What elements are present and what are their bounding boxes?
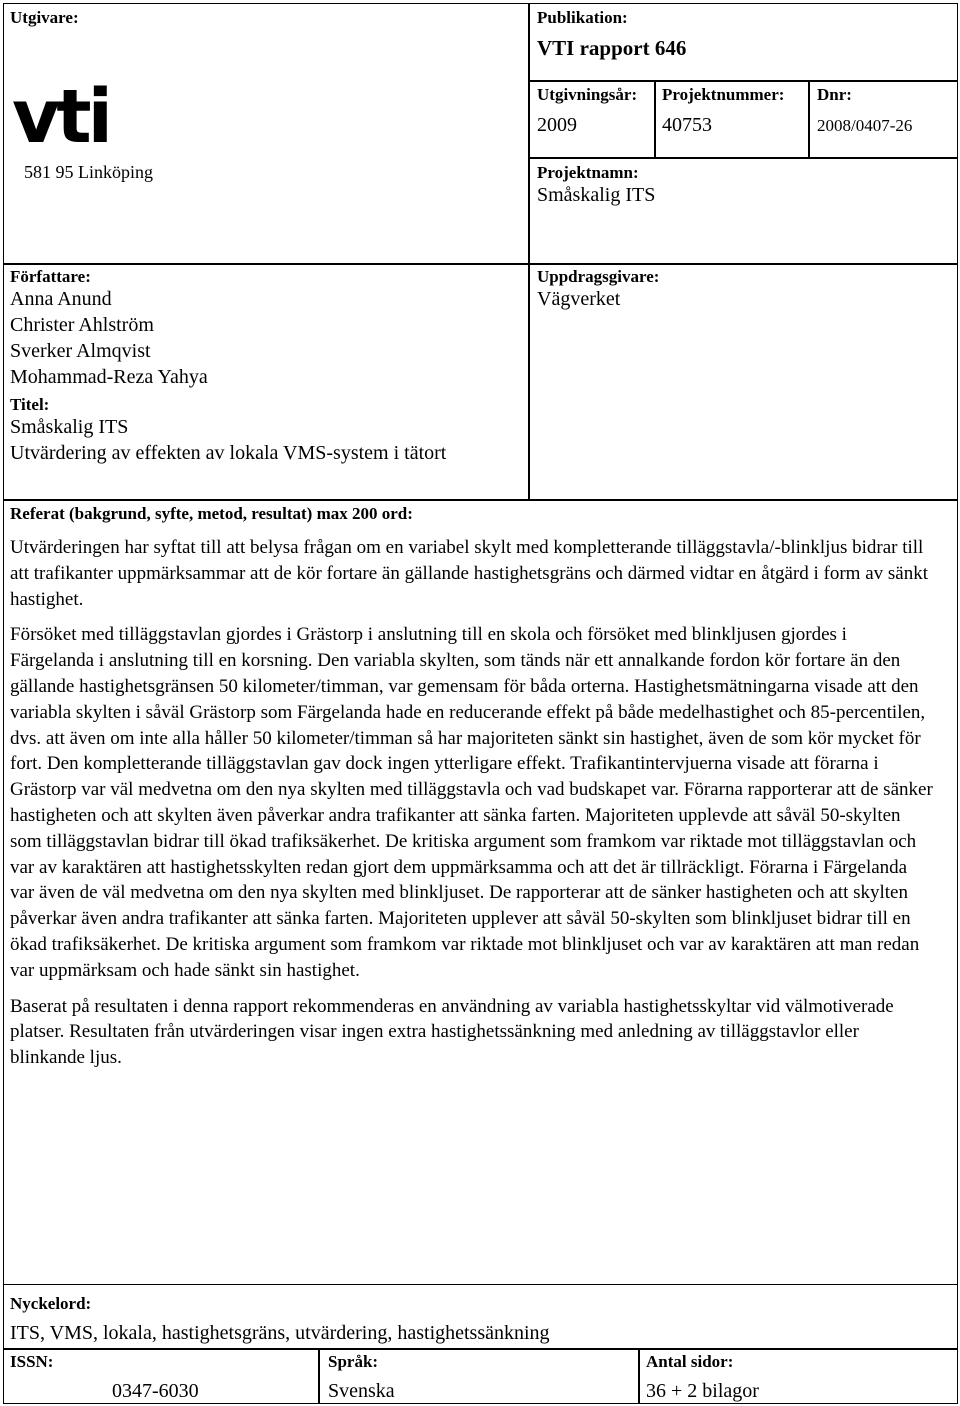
title-label: Titel: bbox=[10, 395, 50, 414]
issn-label: ISSN: bbox=[10, 1352, 54, 1371]
author-name: Sverker Almqvist bbox=[10, 340, 151, 362]
dnr-value: 2008/0407-26 bbox=[817, 116, 913, 135]
issn-divider bbox=[318, 1348, 320, 1404]
publication-value: VTI rapport 646 bbox=[537, 36, 687, 60]
abstract-paragraph: Baserat på resultaten i denna rapport rekommenderas en användning av variabla hastighetsskyltar vid välmotiverade platser. Resultaten från utvärderingen visar ingen extra hastighetssänkning med anledning av tilläggstavlor eller blinkande ljus. bbox=[10, 995, 894, 1069]
project-name-label: Projektnamn: bbox=[537, 163, 639, 182]
title-line: Utvärdering av effekten av lokala VMS-system i tätort bbox=[10, 442, 447, 464]
abstract-paragraph: Utvärderingen har syftat till att belysa frågan om en variabel skylt med kompletterande tilläggstavla/-blinkljus bidrar till att trafikanter uppmärksammar att de kör fortare än gällande hastighetsgräns och därmed vidtar en åtgärd i form av sänkt hastighet. bbox=[10, 537, 928, 610]
keywords-divider bbox=[3, 1348, 958, 1350]
authors-label: Författare: bbox=[10, 267, 91, 286]
year-label: Utgivningsår: bbox=[537, 85, 638, 104]
language-divider bbox=[638, 1348, 640, 1404]
keywords-value: ITS, VMS, lokala, hastighetsgräns, utvärdering, hastighetssänkning bbox=[10, 1322, 550, 1344]
pages-label: Antal sidor: bbox=[646, 1352, 734, 1371]
pages-value: 36 + 2 bilagor bbox=[646, 1380, 759, 1402]
client-label: Uppdragsgivare: bbox=[537, 267, 660, 286]
keywords-label: Nyckelord: bbox=[10, 1294, 92, 1313]
vti-logo: vti bbox=[12, 74, 109, 160]
header-divider bbox=[528, 3, 530, 265]
project-number-label: Projektnummer: bbox=[662, 85, 785, 104]
abstract-paragraph: Försöket med tilläggstavlan gjordes i Grästorp i anslutning till en skola och försöket med blinkljusen gjordes i Färgelanda i anslutning till en korsning. Den variabla skylten, som tänds när ett annalkande fordon kör fortare än den gällande hastighetsgränsen 50 kilometer/timman, var gemensam för båda orterna. Hastighetsmätningarna visade att den variabla skylten i såväl Grästorp som Färgelanda hade en reducerande effekt på både medelhastighet och 85-percentilen, dvs. att även om inte alla håller 50 kilometer/timman så har majoriteten sänkt sin hastighet, även de som kör mycket för fort. Den kompletterande tilläggstavlan gav dock ingen ytterligare effekt. Trafikantintervjuerna visade att förarna i Grästorp var väl medvetna om den nya skylten med tilläggstavla och vad budskapet var. Förarna rapporterar att de sänker hastigheten och att skylten även påverkar andra trafikanter att sänka farten. Majoriteten upplevde att såväl 50-skylten som tilläggstavlan bidrar till ökad trafiksäkerhet. De kritiska argument som framkom var riktade mot tilläggstavlan och var av karaktären att hastighetsskylten redan gjort dem uppmärksamma och att det är tillräckligt. Förarna i Färgelanda var även de väl medvetna om den nya skylten med blinkljuset. De rapporterar att de sänker hastigheten och att skylten påverkar även andra trafikanter att sänka farten. Majoriteten upplever att såväl 50-skylten som blinkljuset bidrar till en ökad trafiksäkerhet. De kritiska argument som framkom var riktade mot blinkljuset och var av karaktären att man redan var uppmärksam och hade sänkt sin hastighet. bbox=[10, 624, 933, 981]
author-name: Mohammad-Reza Yahya bbox=[10, 366, 208, 388]
issn-value: 0347-6030 bbox=[112, 1380, 199, 1402]
language-label: Språk: bbox=[328, 1352, 379, 1371]
project-number-divider bbox=[808, 80, 810, 158]
year-value: 2009 bbox=[537, 114, 577, 136]
author-name: Christer Ahlström bbox=[10, 314, 154, 336]
authors-divider bbox=[528, 263, 530, 501]
author-name: Anna Anund bbox=[10, 288, 112, 310]
publisher-label: Utgivare: bbox=[10, 8, 79, 27]
publication-label: Publikation: bbox=[537, 8, 628, 27]
meta-divider bbox=[528, 157, 958, 159]
publisher-address: 581 95 Linköping bbox=[24, 162, 153, 182]
year-divider bbox=[654, 80, 656, 158]
client-value: Vägverket bbox=[537, 288, 621, 310]
abstract-body bbox=[10, 535, 934, 1081]
dnr-label: Dnr: bbox=[817, 85, 852, 104]
header-block bbox=[3, 3, 958, 265]
publication-divider bbox=[528, 80, 958, 82]
language-value: Svenska bbox=[328, 1380, 395, 1402]
project-name-value: Småskalig ITS bbox=[537, 184, 656, 206]
title-line: Småskalig ITS bbox=[10, 416, 129, 438]
project-number-value: 40753 bbox=[662, 114, 712, 136]
abstract-label: Referat (bakgrund, syfte, metod, resultat) max 200 ord: bbox=[10, 504, 413, 523]
